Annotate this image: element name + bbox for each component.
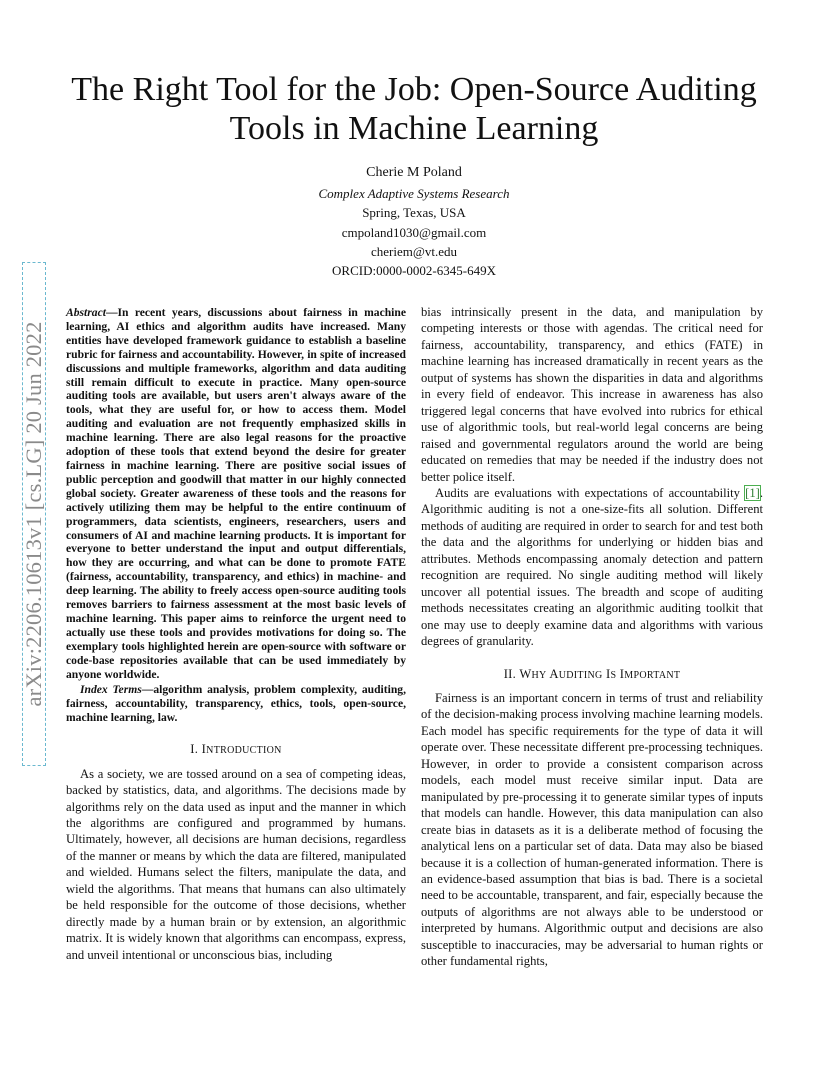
author-email-primary[interactable]: cmpoland1030@gmail.com <box>341 224 487 240</box>
abstract <box>66 306 406 681</box>
author-location: Spring, Texas, USA <box>362 205 466 221</box>
index-terms-label: Index Terms <box>80 683 142 697</box>
arxiv-identifier-text: arXiv:2206.10613v1 [cs.LG] 20 Jun 2022 <box>21 321 46 707</box>
audits-paragraph: Audits are evaluations with expectations of accountability [1]. Algorithmic auditing is not a one-size-fits all solution. Different methods of auditing are required in order to search for and test both the data and the algorithms for underlying or hidden bias and attributes. Methods encompassing anomaly detection and pattern recognition are required. No single auditing method will likely uncover all potential issues. The breadth and scope of auditing methods necessitates creating an algorithmic auditing toolkit that one may use to deeply examine data and algorithms with various degrees of granularity. <box>421 485 763 649</box>
author-block <box>200 163 628 280</box>
index-terms-text: —algorithm analysis, problem complexity, auditing, fairness, accountability, transparency, ethics, tools, open-source, machine learning, law. <box>66 683 406 725</box>
abstract-text: —In recent years, discussions about fairness in machine learning, AI ethics and algorithm audits have increased. Many entities have developed framework guidance to establish a baseline rubric for fairness and accountability. However, in spite of increased discussions and multiple frameworks, algorithm and data auditing still remain difficult to execute in practice. Many open-source auditing tools are available, but users aren't always aware of the tools, what they are useful for, or how to access them. Model auditing and evaluation are not frequently emphasized skills in machine learning. There are also legal reasons for the proactive adoption of these tools that extend beyond the desire for greater fairness in machine learning. There are positive social issues of public perception and goodwill that matter in our highly connected global society. Greater awareness of these tools and the reasons for actively utilizing them may be helpful to the entire continuum of programmers, data scientists, engineers, researchers, users and consumers of AI and machine learning products. It is important for everyone to better understand the input and output differentials, how they are occurring, and what can be done to promote FATE (fairness, accountability, transparency, and ethics) in machine- and deep learning. The ability to freely access open-source auditing tools removes barriers to fairness assessment at the most basic levels of machine learning. This paper aims to reinforce the urgent need to actually use these tools and provides motivations for doing so. The exemplary tools highlighted herein are open-source with software or code-base repositories available that can be used immediately by anyone worldwide. <box>66 306 406 681</box>
arxiv-identifier-stamp[interactable] <box>22 262 46 766</box>
section-heading-introduction: I. INTRODUCTION <box>190 742 282 757</box>
right-column <box>421 304 763 970</box>
paper-title: The Right Tool for the Job: Open-Source Auditing Tools in Machine Learning <box>71 71 757 147</box>
left-column <box>66 306 406 963</box>
author-affiliation: Complex Adaptive Systems Research <box>318 186 510 202</box>
abstract-label: Abstract <box>66 306 106 319</box>
introduction-continuation: bias intrinsically present in the data, and manipulation by competing interests or those with agendas. The critical need for fairness, accountability, transparency, and ethics (FATE) in machine learning has increased dramatically in recent years as the output of systems has shown the disparities in data and algorithms in every field of endeavor. This increase in awareness has also triggered legal concerns that have evolved into rubrics for ethical use of algorithmic tools, but real-world legal concerns are being raised and governmental regulators around the world are being educated on remedies that may be needed if the industry does not better police itself. <box>421 305 763 484</box>
introduction-paragraph: As a society, we are tossed around on a sea of competing ideas, backed by statistics, data, and algorithms. The decisions made by algorithms rely on the data used as input and the manner in which the algorithms are configured and programmed by humans. Ultimately, however, all decisions are human decisions, regardless of the manner or means by which the data are filtered, manipulated and wielded. Humans select the filters, manipulate the data, and wield the algorithms. That means that humans can also ultimately be held responsible for the outcome of those decisions, whether directly made by a human brain or by extension, an algorithmic matrix. It is widely known that algorithms can encompass, express, and unveil intentional or unconscious bias, including <box>66 766 406 962</box>
why-auditing-paragraph: Fairness is an important concern in terms of trust and reliability of the decision-making process involving machine learning models. Each model has specific requirements for the type of data it will operate over. These necessitate different pre-processing techniques. However, in order to provide a consistent comparison across models, each model must receive similar input. Data are manipulated by pre-processing it to generate similar types of inputs that models can handle. However, this data manipulation can also create bias in datasets as it is a deliberate method of focusing the analytical lens on a particular set of data. Data may also be biased because it is a collection of human-generated information. There is an evidence-based assumption that bias is bad. There is a societal need to be accountable, transparent, and fair, especially because the outputs of algorithms are not always able to be understood or interpreted by humans. Algorithmic output and decisions are also susceptible to inaccuracies, may be adversarial to human rights or other fundamental rights, <box>421 690 763 969</box>
citation-link[interactable]: [1] <box>745 485 760 500</box>
section-heading-why-auditing: II. WHY AUDITING IS IMPORTANT <box>503 666 681 681</box>
author-name: Cherie M Poland <box>366 165 462 180</box>
index-terms <box>66 683 406 725</box>
author-email-secondary[interactable]: cheriem@vt.edu <box>371 243 457 259</box>
author-orcid[interactable]: ORCID:0000-0002-6345-649X <box>332 263 496 279</box>
